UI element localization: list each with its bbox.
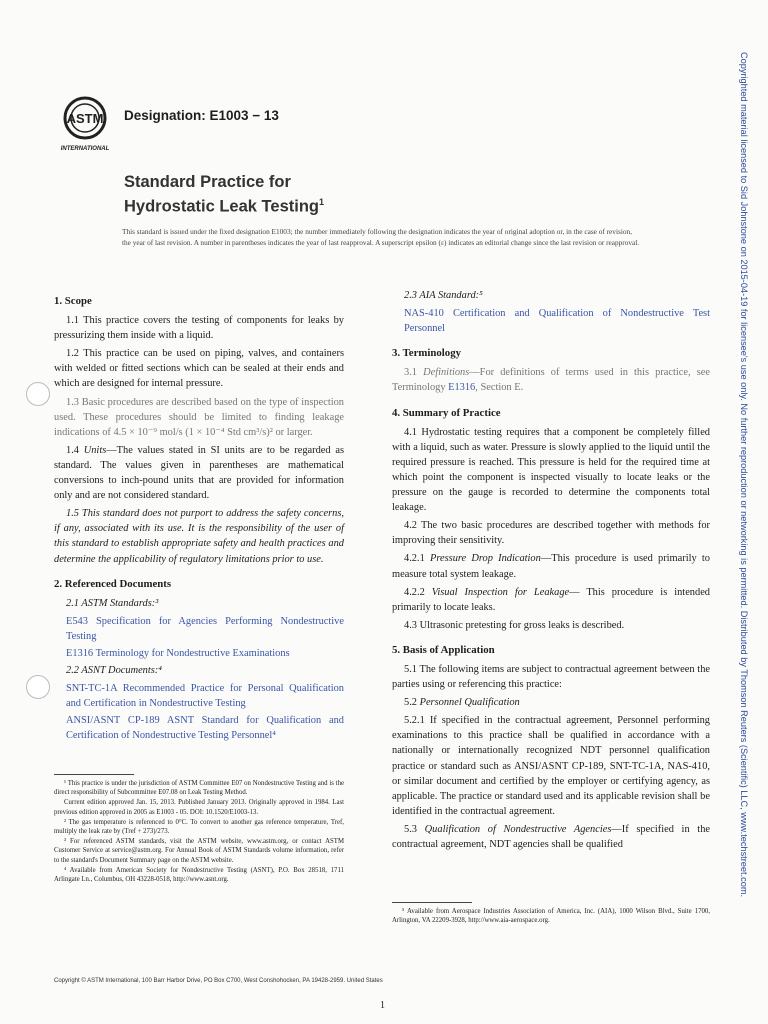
astm-logo: [56, 94, 118, 156]
paragraph-3-1: 3.1 Definitions—For definitions of terms used in this practice, see Terminology E1316, Section E.: [392, 367, 710, 394]
title-line-1: Standard Practice for: [124, 173, 291, 191]
license-text: Copyrighted material licensed to Sid Johnstone on 2015-04-19 for licensee's use only. No further reproduction or networking is permitted. Distributed by Thomson Reuters (Scientific) LLC, www.techstreet.com.: [739, 52, 749, 898]
reference-code-link[interactable]: E1316: [66, 647, 94, 659]
reference-snt-tc-1a[interactable]: [66, 681, 344, 711]
svg-text:ASTM: ASTM: [66, 111, 104, 126]
section-heading-summary: 4. Summary of Practice: [392, 406, 501, 419]
paragraph-2-1: 2.1 ASTM Standards:³: [66, 597, 159, 609]
right-column: [392, 288, 710, 855]
footnote-divider: [54, 774, 134, 775]
paragraph-1-4: 1.4 Units—The values stated in SI units are to be regarded as standard. The values given in parentheses are mathematical conversions to inch-pound units that are provided for information only and are not considered standard.: [54, 444, 345, 502]
reference-nas-410[interactable]: [404, 306, 710, 336]
left-column: [54, 288, 344, 746]
terminology-link[interactable]: E1316: [448, 382, 476, 394]
paragraph-1-1: 1.1 This practice covers the testing of components for leaks by pressurizing them inside with a liquid.: [54, 315, 344, 342]
reference-code-link[interactable]: E543: [66, 615, 88, 627]
reference-title: Certification and Qualification of Nondestructive Test Personnel: [404, 308, 710, 335]
footnotes-left: [54, 770, 344, 885]
paragraph-5-2: 5.2 Personnel Qualification: [404, 697, 520, 709]
reference-code-link[interactable]: SNT-TC-1A: [66, 683, 117, 695]
reference-code-link[interactable]: NAS-410: [404, 308, 444, 320]
document-title: [124, 172, 324, 217]
section-heading-scope: 1. Scope: [54, 295, 92, 307]
reference-cp-189[interactable]: [66, 713, 344, 743]
paragraph-2-2: 2.2 ASNT Documents:⁴: [66, 665, 162, 677]
reference-title: Terminology for Nondestructive Examinations: [95, 647, 290, 659]
footnote-2: ² The gas temperature is referenced to 0°C. To convert to another gas reference temperature, Tref, multiply the leak rate by (Tref + 273)/273.: [54, 818, 344, 836]
reference-e1316[interactable]: [66, 646, 344, 661]
paragraph-5-2-1: 5.2.1 If specified in the contractual agreement, Personnel performing examinations to this practice shall be qualified in accordance with a nationally or internationally recognized NDT personnel qualification practice or standard such as ANSI/ASNT CP-189, SNT-TC-1A, NAS-410, or similar document and certified by the employer or certifying agency, as applicable. The practice or standard used and its applicable revision shall be identified in the contractual agreement.: [392, 715, 710, 817]
section-heading-terminology: 3. Terminology: [392, 347, 461, 360]
paragraph-5-3: 5.3 Qualification of Nondestructive Agencies—If specified in the contractual agreement, NDT agencies shall be qualified: [392, 823, 711, 850]
reference-title: ASNT Standard for Qualification and Certification of Nondestructive Testing Personnel⁴: [66, 715, 344, 742]
paragraph-1-2: 1.2 This practice can be used on piping, valves, and containers with welded or fitted sections which can be sealed at their ends and which are designed for internal pressure.: [54, 348, 344, 390]
footnotes-right: [392, 898, 710, 926]
page-number: 1: [380, 1000, 385, 1011]
punch-hole: [26, 675, 50, 699]
section-heading-basis: 5. Basis of Application: [392, 643, 495, 656]
designation: Designation: E1003 − 13: [124, 108, 279, 123]
paragraph-4-3: 4.3 Ultrasonic pretesting for gross leaks is described.: [404, 619, 625, 631]
paragraph-4-2-2: 4.2.2 Visual Inspection for Leakage— This procedure is intended primarily to locate leaks.: [392, 586, 711, 613]
paragraph-4-2: 4.2 The two basic procedures are described together with methods for improving their sensitivity.: [392, 520, 710, 547]
reference-e543[interactable]: [66, 614, 344, 644]
footnote-1-edition: Current edition approved Jan. 15, 2013. Published January 2013. Originally approved in 1984. Last previous edition approved in 2005 as E1003 - 05. DOI: 10.1520/E1003-13.: [54, 799, 344, 816]
title-line-2: Hydrostatic Leak Testing$^1$: [124, 197, 325, 216]
footnote-1: ¹ This practice is under the jurisdiction of ASTM Committee E07 on Nondestructive Testing and is the direct responsibility of Subcommittee E07.08 on Leak Testing Method.: [54, 780, 344, 797]
punch-hole: [26, 382, 50, 406]
footnote-4: ⁴ Available from American Society for Nondestructive Testing (ASNT), P.O. Box 28518, 1711 Arlingate Ln., Columbus, OH 43228-0518, http://www.asnt.org.: [54, 866, 344, 884]
copyright-footer: Copyright © ASTM International, 100 Barr Harbor Drive, PO Box C700, West Conshohocken, PA 19428-2959. United States: [54, 978, 383, 984]
paragraph-5-1: 5.1 The following items are subject to contractual agreement between the parties using or referencing this practice:: [392, 663, 710, 691]
reference-title: Specification for Agencies Performing Nondestructive Testing: [66, 615, 344, 642]
svg-text:INTERNATIONAL: INTERNATIONAL: [60, 146, 110, 152]
paragraph-1-5: 1.5 This standard does not purport to address the safety concerns, if any, associated with its use. It is the responsibility of the user of this standard to establish appropriate safety and health practices and determine the applicability of regulatory limitations prior to use.: [54, 508, 344, 565]
paragraph-1-3: 1.3 Basic procedures are described based on the type of inspection used. These procedures should be limited to finding leakage indications of 4.5 × 10⁻⁹ mol/s (1 × 10⁻⁴ Std cm³/s)² or larger.: [54, 396, 344, 438]
footnote-3: ³ For referenced ASTM standards, visit the ASTM website, www.astm.org, or contact ASTM Customer Service at service@astm.org. For Annual Book of ASTM Standards volume information, refer to the standard's Document Summary page on the ASTM website.: [54, 838, 344, 864]
paragraph-4-1: 4.1 Hydrostatic testing requires that a component be completely filled with a liquid, such as water. Pressure is slowly applied to the liquid until the required pressure is reached. This pressure is held for the required time at which point the component is inspected visually to locate leaks or the pressure on the gauge is recorded to determine the components total leakage.: [392, 426, 710, 514]
issuance-notice: This standard is issued under the fixed designation E1003; the number immediately following the designation indicates the year of original adoption or, in the case of revision, the year of last revision. A number in parentheses indicates the year of last reapproval. A superscript epsilon (ε) indicates an editorial change since the last revision or reapproval.: [122, 227, 640, 247]
paragraph-4-2-1: 4.2.1 Pressure Drop Indication—This procedure is used primarily to measure total system leakage.: [392, 553, 710, 580]
paragraph-2-3: 2.3 AIA Standard:⁵: [404, 290, 483, 301]
reference-title: Recommended Practice for Personal Qualification and Certification in Nondestructive Testing: [66, 683, 344, 710]
footnote-divider: [392, 902, 472, 903]
reference-code-link[interactable]: ANSI/ASNT CP-189: [66, 715, 160, 727]
footnote-5: ⁵ Available from Aerospace Industries Association of America, Inc. (AIA), 1000 Wilson Blvd., Suite 1700, Arlington, VA 22209-3928, http://www.aia-aerospace.org.: [392, 908, 710, 925]
section-heading-referenced-documents: 2. Referenced Documents: [54, 577, 172, 590]
license-side-banner: [737, 52, 751, 992]
